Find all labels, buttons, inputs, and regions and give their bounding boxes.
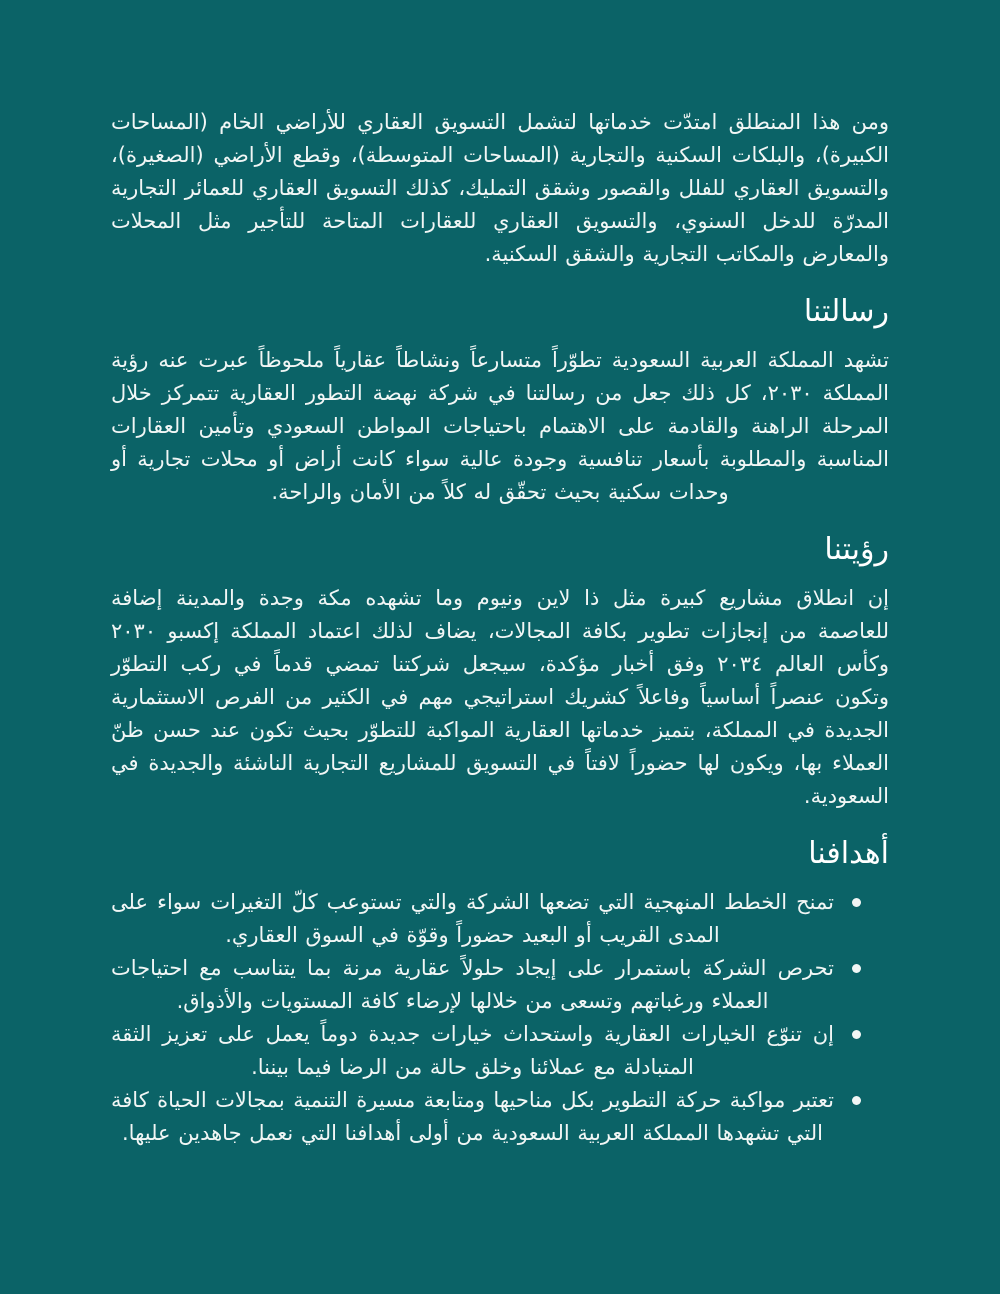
- goal-list-item: [111, 1084, 889, 1150]
- bullet-dot-icon: [852, 964, 861, 973]
- goal-item-text: تمنح الخطط المنهجية التي تضعها الشركة والتي تستوعب كلّ التغيرات سواء على المدى القريب أو البعيد حضوراً وقوّة في السوق العقاري.: [111, 890, 834, 947]
- section-heading-vision: رؤيتنا: [824, 532, 889, 567]
- goal-list-item: [111, 1018, 889, 1084]
- bullet-dot-icon: [852, 1030, 861, 1039]
- section-heading-goals: أهدافنا: [808, 836, 889, 871]
- section-heading-mission: رسالتنا: [803, 294, 889, 329]
- bullet-dot-icon: [852, 1096, 861, 1105]
- document-content: [111, 106, 889, 1150]
- goal-item-text: إن تنوّع الخيارات العقارية واستحداث خيارات جديدة دوماً يعمل على تعزيز الثقة المتبادلة مع عملائنا وخلق حالة من الرضا فيما بيننا.: [111, 1022, 834, 1079]
- intro-paragraph: ومن هذا المنطلق امتدّت خدماتها لتشمل التسويق العقاري للأراضي الخام (المساحات الكبيرة)، والبلكات السكنية والتجارية (المساحات المتوسطة)، وقطع الأراضي (الصغيرة)، والتسويق العقاري للفلل والقصور وشقق التمليك، كذلك التسويق العقاري للعمائر التجارية المدرّة للدخل السنوي، والتسويق العقاري للعقارات المتاحة للتأجير مثل المحلات والمعارض والمكاتب التجارية والشقق السكنية.: [111, 110, 889, 266]
- goal-item-text: تعتبر مواكبة حركة التطوير بكل مناحيها ومتابعة مسيرة التنمية بمجالات الحياة كافة التي تشهدها المملكة العربية السعودية من أولى أهدافنا التي نعمل جاهدين عليها.: [111, 1088, 834, 1145]
- goals-list: [111, 886, 889, 1150]
- mission-paragraph: تشهد المملكة العربية السعودية تطوّراً متسارعاً ونشاطاً عقارياً ملحوظاً عبرت عنه رؤية المملكة ٢٠٣٠، كل ذلك جعل من رسالتنا في شركة نهضة التطور العقارية تتمركز خلال المرحلة الراهنة والقادمة على الاهتمام باحتياجات المواطن السعودي وتأمين العقارات المناسبة والمطلوبة بأسعار تنافسية وجودة عالية سواء كانت أراض أو محلات تجارية أو وحدات سكنية بحيث تحقّق له كلاً من الأمان والراحة.: [111, 348, 890, 504]
- goal-item-text: تحرص الشركة باستمرار على إيجاد حلولاً عقارية مرنة بما يتناسب مع احتياجات العملاء ورغباتهم وتسعى من خلالها لإرضاء كافة المستويات والأذواق.: [111, 956, 834, 1013]
- goal-list-item: [111, 886, 889, 952]
- bullet-dot-icon: [852, 898, 861, 907]
- goal-list-item: [111, 952, 889, 1018]
- vision-paragraph: إن انطلاق مشاريع كبيرة مثل ذا لاين ونيوم وما تشهده مكة وجدة والمدينة إضافة للعاصمة من إنجازات تطوير بكافة المجالات، يضاف لذلك اعتماد المملكة إكسبو ٢٠٣٠ وكأس العالم ٢٠٣٤ وفق أخبار مؤكدة، سيجعل شركتنا تمضي قدماً في ركب التطوّر وتكون عنصراً أساسياً وفاعلاً كشريك استراتيجي مهم في الكثير من الفرص الاستثمارية الجديدة في المملكة، بتميز خدماتها العقارية المواكبة للتطوّر بحيث تكون عند حسن ظنّ العملاء بها، ويكون لها حضوراً لافتاً في التسويق للمشاريع التجارية الناشئة والجديدة في السعودية.: [111, 586, 889, 808]
